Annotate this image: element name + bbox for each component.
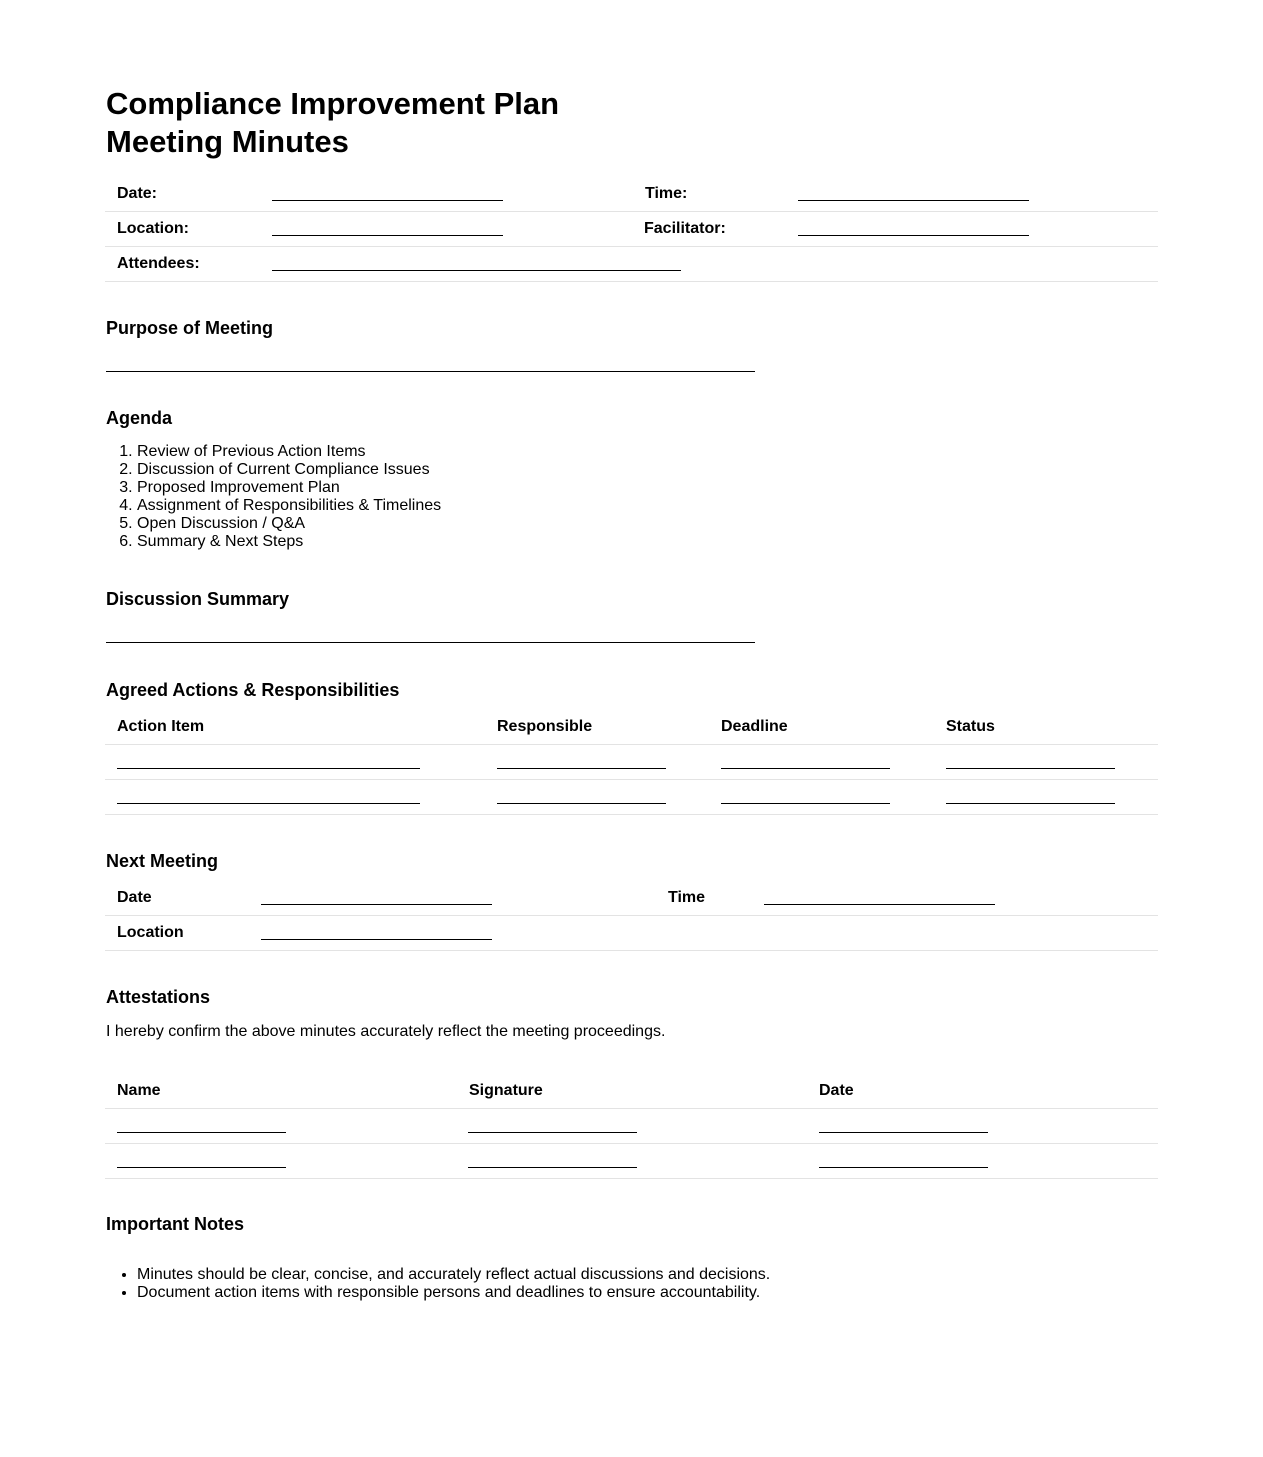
purpose-field[interactable] <box>106 371 755 372</box>
time-label: Time: <box>645 185 688 202</box>
agenda-item: 5. Open Discussion / Q&A <box>137 515 441 533</box>
action-item-field[interactable] <box>117 768 420 769</box>
location-label: Location: <box>117 220 189 237</box>
date-label: Date: <box>117 185 158 202</box>
date-field[interactable] <box>272 200 503 201</box>
attestations-heading: Attestations <box>106 987 211 1007</box>
location-field[interactable] <box>272 235 503 236</box>
discussion-field[interactable] <box>106 642 755 643</box>
agenda-heading: Agenda <box>106 408 173 428</box>
next-location-label: Location <box>117 924 184 941</box>
actions-heading: Agreed Actions & Responsibilities <box>106 680 400 700</box>
name-field[interactable] <box>117 1167 286 1168</box>
notes-heading: Important Notes <box>106 1214 245 1234</box>
title-line-2: Meeting Minutes <box>106 124 349 159</box>
meeting-info-row-3 <box>105 246 1158 282</box>
next-time-label: Time <box>668 889 706 906</box>
attest-date-field[interactable] <box>819 1167 988 1168</box>
responsible-field[interactable] <box>497 803 666 804</box>
action-item-field[interactable] <box>117 803 420 804</box>
page-title <box>106 85 559 161</box>
signature-field[interactable] <box>468 1167 637 1168</box>
status-header: Status <box>946 718 995 735</box>
responsible-field[interactable] <box>497 768 666 769</box>
purpose-heading: Purpose of Meeting <box>106 318 274 338</box>
deadline-header: Deadline <box>721 718 788 735</box>
meeting-info-row-1 <box>105 176 1158 212</box>
deadline-field[interactable] <box>721 803 890 804</box>
signature-header: Signature <box>469 1082 543 1099</box>
agenda-list <box>106 443 441 551</box>
discussion-heading: Discussion Summary <box>106 589 290 609</box>
attestation-statement: I hereby confirm the above minutes accurately reflect the meeting proceedings. <box>106 1023 666 1040</box>
status-field[interactable] <box>946 768 1115 769</box>
deadline-field[interactable] <box>721 768 890 769</box>
agenda-item: 3. Proposed Improvement Plan <box>137 479 441 497</box>
attendees-field[interactable] <box>272 270 681 271</box>
attest-date-field[interactable] <box>819 1132 988 1133</box>
agenda-item: 1. Review of Previous Action Items <box>137 443 441 461</box>
table-row <box>105 779 1158 815</box>
next-meeting-row-1 <box>105 880 1158 916</box>
next-meeting-row-2 <box>105 915 1158 951</box>
action-item-header: Action Item <box>117 718 205 735</box>
meeting-info-row-2 <box>105 211 1158 247</box>
table-row <box>105 1143 1158 1179</box>
next-date-label: Date <box>117 889 152 906</box>
name-field[interactable] <box>117 1132 286 1133</box>
attestations-header-row <box>105 1073 1158 1109</box>
table-row <box>105 1108 1158 1144</box>
attendees-label: Attendees: <box>117 255 200 272</box>
time-field[interactable] <box>798 200 1029 201</box>
list-item: • Minutes should be clear, concise, and accurately reflect actual discussions and decisions. <box>137 1266 770 1284</box>
notes-list <box>106 1266 770 1301</box>
status-field[interactable] <box>946 803 1115 804</box>
signature-field[interactable] <box>468 1132 637 1133</box>
next-date-field[interactable] <box>261 904 492 905</box>
facilitator-field[interactable] <box>798 235 1029 236</box>
title-line-1: Compliance Improvement Plan <box>106 86 560 121</box>
list-item: • Document action items with responsible persons and deadlines to ensure accountability. <box>137 1284 770 1301</box>
table-row <box>105 744 1158 780</box>
next-location-field[interactable] <box>261 939 492 940</box>
responsible-header: Responsible <box>497 718 593 735</box>
agenda-item: 6. Summary & Next Steps <box>137 533 441 551</box>
date-header: Date <box>819 1082 854 1099</box>
agenda-item: 2. Discussion of Current Compliance Issues <box>137 461 441 479</box>
actions-header-row <box>105 709 1158 745</box>
next-meeting-heading: Next Meeting <box>106 851 219 871</box>
next-time-field[interactable] <box>764 904 995 905</box>
agenda-item: 4. Assignment of Responsibilities & Timelines <box>137 497 441 515</box>
facilitator-label: Facilitator: <box>644 220 726 237</box>
name-header: Name <box>117 1082 161 1099</box>
